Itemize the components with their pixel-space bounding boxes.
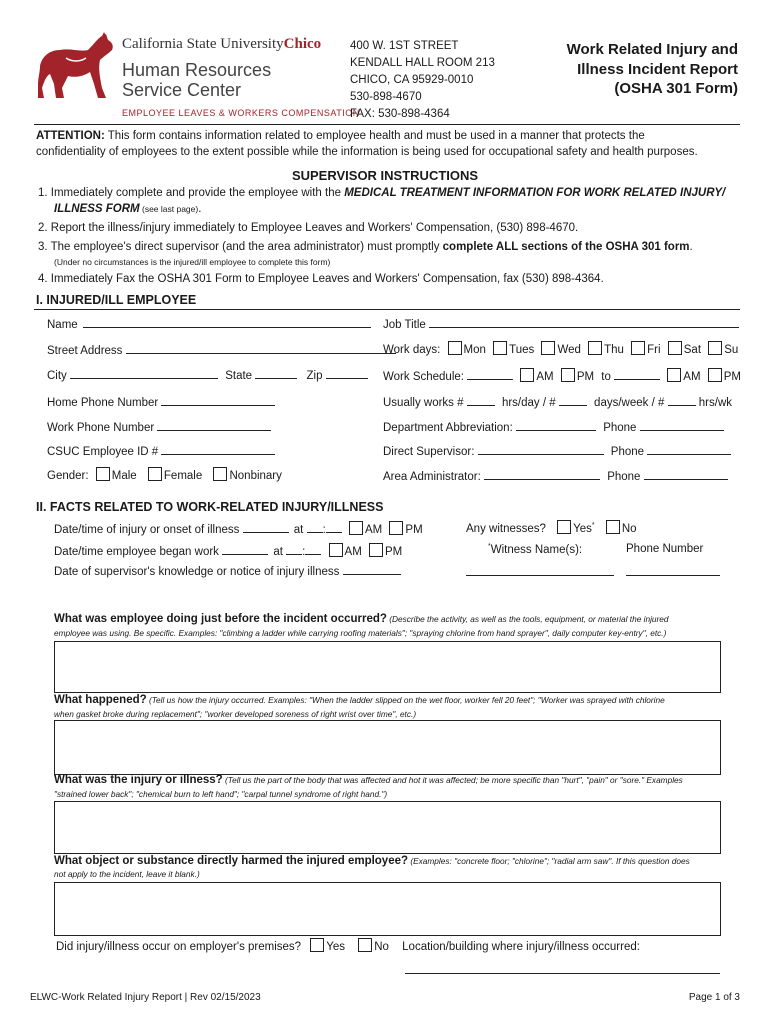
- began-pm-checkbox[interactable]: [369, 543, 383, 557]
- admin-phone-field[interactable]: [644, 467, 728, 480]
- male-label: Male: [111, 470, 137, 482]
- q4-hint-cont: not apply to the incident, leave it blank.): [54, 869, 200, 879]
- q1-title: What was employee doing just before the incident occurred?: [54, 613, 387, 625]
- instruction-text: 1. Immediately complete and provide the employee with the: [38, 187, 345, 199]
- section1-heading: I. INJURED/ILL EMPLOYEE: [36, 293, 197, 307]
- job-title-label: Job Title: [383, 319, 426, 331]
- colon-label: :: [322, 524, 326, 536]
- page-number: Page 1 of 3: [688, 992, 740, 1003]
- wildcat-logo-icon: [36, 32, 118, 104]
- usually-works-row: [383, 393, 732, 409]
- csuc-id-field[interactable]: [161, 442, 275, 455]
- hrs-day-label: hrs/day / #: [501, 397, 556, 409]
- mon-checkbox[interactable]: [448, 341, 462, 355]
- phone-label: Phone: [607, 471, 641, 483]
- schedule-end-field[interactable]: [614, 367, 660, 380]
- injury-hour-field[interactable]: [307, 520, 323, 533]
- q4-title: What object or substance directly harmed the injured employee?: [54, 855, 409, 867]
- section1-divider: [34, 309, 740, 310]
- witness-names-label: Witness Name(s):: [490, 543, 583, 556]
- state-label: State: [225, 370, 253, 382]
- premises-no-checkbox[interactable]: [358, 938, 372, 952]
- footer-left: ELWC-Work Related Injury Report | Rev 02/15/2023: [30, 992, 261, 1003]
- end-am-checkbox[interactable]: [667, 368, 681, 382]
- direct-supervisor-row: [383, 442, 731, 458]
- hrs-day-field[interactable]: [467, 393, 495, 406]
- yes-label: Yes: [573, 523, 592, 535]
- attention-label: ATTENTION:: [36, 130, 105, 142]
- am-label: AM: [536, 371, 554, 383]
- csuc-id-label: CSUC Employee ID #: [47, 446, 159, 458]
- dept-abbrev-row: [383, 418, 724, 434]
- csuc-id-row: [47, 442, 275, 458]
- street-label: Street Address: [47, 345, 123, 357]
- sat-checkbox[interactable]: [668, 341, 682, 355]
- nonbinary-checkbox[interactable]: [213, 467, 227, 481]
- dept-name: EMPLOYEE LEAVES & WORKERS COMPENSATION: [122, 108, 360, 118]
- injury-datetime-row: [54, 520, 423, 536]
- premises-label: Did injury/illness occur on employer's premises?: [56, 941, 302, 953]
- pm-label: PM: [576, 371, 595, 383]
- dept-phone-field[interactable]: [640, 418, 724, 431]
- witness-phone-field[interactable]: [626, 575, 720, 576]
- instruction-3: [38, 241, 693, 253]
- hr-title: [122, 60, 271, 100]
- location-label: Location/building where injury/illness occurred:: [402, 941, 640, 953]
- state-field[interactable]: [255, 366, 297, 379]
- injury-date-label: Date/time of injury or onset of illness: [54, 524, 240, 536]
- premises-yes-checkbox[interactable]: [310, 938, 324, 952]
- work-phone-label: Work Phone Number: [47, 422, 155, 434]
- q3-title: What was the injury or illness?: [54, 774, 223, 786]
- premises-row: [56, 938, 640, 953]
- instruction-1: [38, 187, 725, 199]
- gender-row: [47, 467, 282, 482]
- street-field[interactable]: [126, 341, 396, 354]
- job-title-row: [383, 315, 739, 331]
- q3-prompt: [54, 774, 683, 786]
- witnesses-label: Any witnesses?: [466, 523, 546, 535]
- female-label: Female: [163, 470, 203, 482]
- am-label: AM: [683, 371, 701, 383]
- work-schedule-label: Work Schedule:: [383, 371, 464, 383]
- q1-hint: (Describe the activity, as well as the tools, equipment, or material the injured: [386, 614, 669, 624]
- fri-checkbox[interactable]: [631, 341, 645, 355]
- q3-hint: (Tell us the part of the body that was affected and hot it was affected; be more specific than "hurt", "pain" or "sore." Examples: [222, 775, 683, 785]
- at-label: at: [293, 524, 304, 536]
- no-label: No: [374, 941, 389, 953]
- injury-minute-field[interactable]: [326, 520, 342, 533]
- q1-answer-box[interactable]: [54, 641, 721, 693]
- form-title: [567, 40, 738, 99]
- instruction-text: .: [689, 241, 693, 253]
- university-name: [122, 36, 321, 53]
- dept-abbrev-label: Department Abbreviation:: [383, 422, 513, 434]
- street-row: [47, 341, 396, 357]
- began-am-checkbox[interactable]: [329, 543, 343, 557]
- name-row: [47, 315, 371, 331]
- witness-name-field[interactable]: [466, 575, 614, 576]
- day-label: Tues: [509, 344, 535, 356]
- home-phone-row: [47, 393, 275, 409]
- hr-line1: Human Resources: [122, 60, 272, 80]
- began-work-row: [54, 542, 402, 558]
- address-block: [350, 38, 495, 123]
- area-admin-label: Area Administrator:: [383, 471, 481, 483]
- start-am-checkbox[interactable]: [520, 368, 534, 382]
- q1-hint-cont: employee was using. Be specific. Examples: "climbing a ladder while carrying roofing materials"; "spraying chlorine from hand sprayer", daily computer key-entry", etc.): [54, 628, 667, 638]
- q2-title: What happened?: [54, 694, 147, 706]
- address-line: FAX: 530-898-4364: [350, 108, 450, 120]
- am-label: AM: [344, 546, 362, 558]
- began-work-label: Date/time employee began work: [54, 546, 219, 558]
- work-phone-row: [47, 418, 271, 434]
- day-label: Fri: [647, 344, 661, 356]
- male-checkbox[interactable]: [96, 467, 110, 481]
- injury-date-field[interactable]: [243, 520, 289, 533]
- day-label: Su: [724, 344, 739, 356]
- days-week-field[interactable]: [559, 393, 587, 406]
- city-row: [47, 366, 368, 382]
- title-line: Work Related Injury and: [566, 41, 738, 58]
- no-label: No: [621, 523, 637, 535]
- work-days-row: [383, 341, 738, 356]
- instruction-emphasis: MEDICAL TREATMENT INFORMATION FOR WORK RELATED INJURY/: [344, 187, 726, 199]
- university-plain: California State University: [122, 36, 284, 52]
- pm-label: PM: [384, 546, 403, 558]
- q3-hint-cont: "strained lower back"; "chemical burn to left hand"; "carpal tunnel syndrome of right hand."): [54, 789, 388, 799]
- wed-checkbox[interactable]: [541, 341, 555, 355]
- hr-line2: Service Center: [122, 80, 242, 100]
- instruction-emphasis: complete ALL sections of the OSHA 301 form: [442, 241, 690, 253]
- gender-label: Gender:: [47, 470, 89, 482]
- direct-supervisor-field[interactable]: [478, 442, 604, 455]
- title-line: (OSHA 301 Form): [614, 80, 738, 97]
- thu-checkbox[interactable]: [588, 341, 602, 355]
- work-phone-field[interactable]: [157, 418, 271, 431]
- area-admin-field[interactable]: [484, 467, 600, 480]
- injury-am-checkbox[interactable]: [349, 521, 363, 535]
- began-hour-field[interactable]: [286, 542, 302, 555]
- instruction-emphasis: ILLNESS FORM: [54, 203, 140, 215]
- city-label: City: [47, 370, 67, 382]
- end-pm-checkbox[interactable]: [708, 368, 722, 382]
- zip-field[interactable]: [326, 366, 368, 379]
- yes-label: Yes: [326, 941, 346, 953]
- day-label: Wed: [557, 344, 581, 356]
- instruction-4: 4. Immediately Fax the OSHA 301 Form to Employee Leaves and Workers' Compensation, fax (530) 898-4364.: [38, 273, 604, 285]
- address-line: KENDALL HALL ROOM 213: [350, 57, 495, 69]
- asterisk: *: [591, 522, 595, 530]
- zip-label: Zip: [306, 370, 323, 382]
- at-label: at: [273, 546, 283, 558]
- asterisk: *: [488, 543, 491, 550]
- instruction-3-note: (Under no circumstances is the injured/ill employee to complete this form): [54, 257, 331, 267]
- attention-text: confidentiality of employees to the extent possible while the information is being used for occupational safety and health purposes.: [36, 146, 698, 158]
- instruction-note: (see last page): [139, 204, 199, 214]
- instruction-text: .: [198, 203, 202, 215]
- pm-label: PM: [723, 371, 741, 383]
- address-line: 400 W. 1ST STREET: [350, 40, 459, 52]
- phone-label: Phone: [610, 446, 645, 458]
- hrs-wk-label: hrs/wk: [698, 397, 733, 409]
- instruction-2: 2. Report the illness/injury immediately to Employee Leaves and Workers' Compensation, (530) 898-4670.: [38, 222, 579, 234]
- q2-hint: (Tell us how the injury occurred. Examples: "When the ladder slipped on the wet floor, worker fell 20 feet"; "Worker was sprayed with chlorine: [146, 695, 665, 705]
- work-days-label: Work days:: [383, 344, 441, 356]
- am-label: AM: [364, 524, 383, 536]
- instruction-1-cont: [54, 203, 201, 215]
- injury-pm-checkbox[interactable]: [389, 521, 403, 535]
- home-phone-field[interactable]: [161, 393, 275, 406]
- instruction-text: 3. The employee's direct supervisor (and the area administrator) must promptly: [38, 241, 443, 253]
- supervisor-phone-field[interactable]: [647, 442, 731, 455]
- q1-prompt: [54, 613, 669, 625]
- nonbinary-label: Nonbinary: [229, 470, 282, 482]
- attention-notice: [36, 128, 746, 160]
- supervisor-heading: SUPERVISOR INSTRUCTIONS: [291, 168, 479, 183]
- female-checkbox[interactable]: [148, 467, 162, 481]
- name-field[interactable]: [83, 315, 371, 328]
- pm-label: PM: [405, 524, 423, 536]
- day-label: Thu: [604, 344, 624, 356]
- city-field[interactable]: [70, 366, 218, 379]
- attention-text: This form contains information related to employee health and must be used in a manner that protects the: [104, 130, 645, 142]
- witnesses-row: [466, 520, 637, 535]
- colon-label: :: [302, 546, 306, 558]
- knowledge-label: Date of supervisor's knowledge or notice of injury illness: [54, 566, 340, 578]
- began-minute-field[interactable]: [305, 542, 321, 555]
- q4-hint: (Examples: "concrete floor; "chlorine"; "radial arm saw". If this question does: [408, 856, 690, 866]
- home-phone-label: Home Phone Number: [47, 397, 159, 409]
- name-label: Name: [47, 319, 78, 331]
- section2-heading: II. FACTS RELATED TO WORK-RELATED INJURY/ILLNESS: [36, 500, 384, 514]
- schedule-start-field[interactable]: [467, 367, 513, 380]
- start-pm-checkbox[interactable]: [561, 368, 575, 382]
- direct-supervisor-label: Direct Supervisor:: [383, 446, 475, 458]
- witness-yes-checkbox[interactable]: [557, 520, 571, 534]
- day-label: Mon: [463, 344, 486, 356]
- q3-answer-box[interactable]: [54, 801, 721, 854]
- header-divider: [34, 124, 740, 125]
- q4-prompt: [54, 855, 690, 867]
- sun-checkbox[interactable]: [708, 341, 722, 355]
- title-line: Illness Incident Report: [577, 60, 738, 78]
- q2-prompt: [54, 694, 665, 706]
- witness-names-label-row: [488, 543, 582, 556]
- usually-works-label: Usually works #: [383, 397, 464, 409]
- knowledge-row: [54, 562, 401, 578]
- witness-no-checkbox[interactable]: [606, 520, 620, 534]
- phone-label: Phone: [603, 422, 637, 434]
- work-schedule-row: [383, 367, 741, 383]
- hrs-wk-field[interactable]: [668, 393, 696, 406]
- address-line: 530-898-4670: [350, 91, 422, 103]
- q2-hint-cont: when gasket broke during replacement"; "worker developed soreness of right wrist over time", etc.): [54, 709, 417, 719]
- tues-checkbox[interactable]: [493, 341, 507, 355]
- to-label: to: [601, 371, 611, 383]
- area-admin-row: [383, 467, 728, 483]
- began-date-field[interactable]: [222, 542, 268, 555]
- days-week-label: days/week / #: [594, 397, 665, 409]
- job-title-field[interactable]: [429, 315, 739, 328]
- phone-number-label: Phone Number: [626, 543, 704, 555]
- address-line: CHICO, CA 95929-0010: [350, 74, 474, 86]
- location-field[interactable]: [405, 973, 720, 974]
- q4-answer-box[interactable]: [54, 882, 721, 936]
- q2-answer-box[interactable]: [54, 720, 721, 775]
- dept-abbrev-field[interactable]: [516, 418, 596, 431]
- day-label: Sat: [683, 344, 702, 356]
- knowledge-date-field[interactable]: [343, 562, 401, 575]
- university-brand: Chico: [283, 36, 322, 52]
